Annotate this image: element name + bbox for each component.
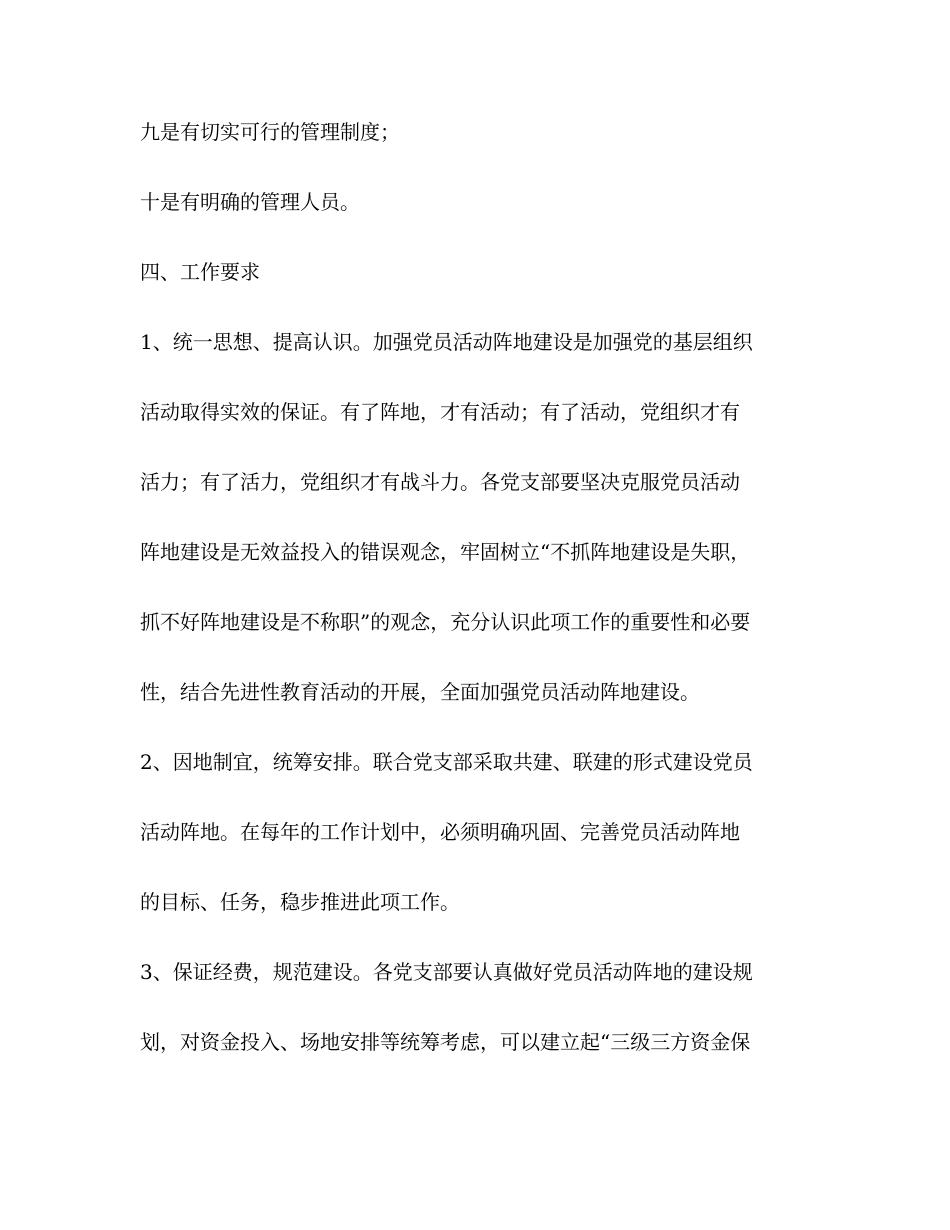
text-line: 2、因地制宜，统筹安排。联合党支部采取共建、联建的形式建设党员	[140, 750, 753, 774]
text-line: 1、统一思想、提高认识。加强党员活动阵地建设是加强党的基层组织	[140, 330, 753, 354]
section-heading: 四、工作要求	[140, 260, 260, 284]
text-line: 活力；有了活力，党组织才有战斗力。各党支部要坚决克服党员活动	[140, 470, 740, 494]
text-line: 划，对资金投入、场地安排等统筹考虑，可以建立起“三级三方资金保	[140, 1030, 751, 1054]
text-line: 3、保证经费，规范建设。各党支部要认真做好党员活动阵地的建设规	[140, 960, 753, 984]
text-line: 性，结合先进性教育活动的开展，全面加强党员活动阵地建设。	[140, 680, 700, 704]
text-line: 九是有切实可行的管理制度；	[140, 120, 400, 144]
text-line: 十是有明确的管理人员。	[140, 190, 360, 214]
text-line: 抓不好阵地建设是不称职”的观念，充分认识此项工作的重要性和必要	[140, 610, 751, 634]
text-line: 阵地建设是无效益投入的错误观念，牢固树立“不抓阵地建设是失职，	[140, 540, 751, 564]
text-line: 活动阵地。在每年的工作计划中，必须明确巩固、完善党员活动阵地	[140, 820, 740, 844]
text-line: 的目标、任务，稳步推进此项工作。	[140, 890, 460, 914]
text-line: 活动取得实效的保证。有了阵地，才有活动；有了活动，党组织才有	[140, 400, 740, 424]
document-body	[140, 120, 805, 1100]
